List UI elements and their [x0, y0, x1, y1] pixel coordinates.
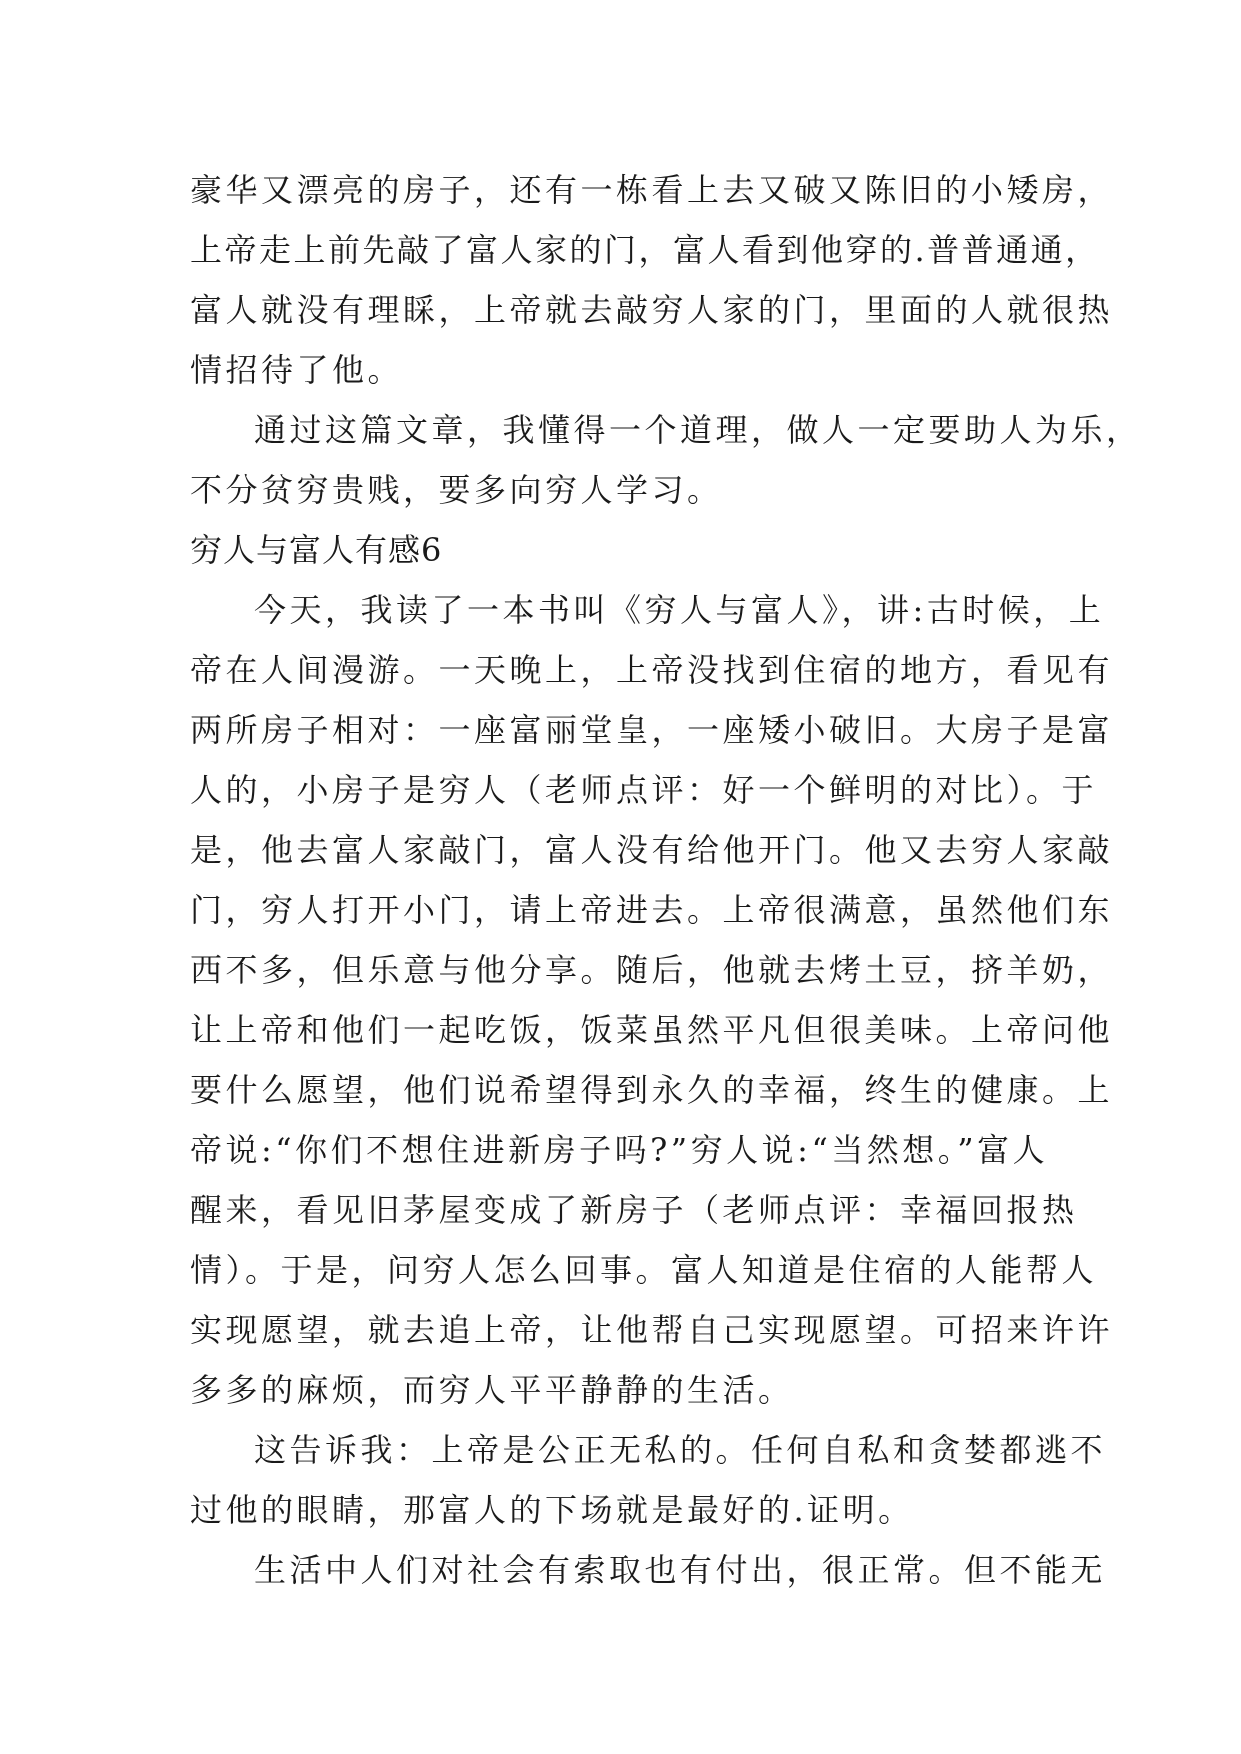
- text-line: 实现愿望，就去追上帝，让他帮自己实现愿望。可招来许许: [190, 1311, 1114, 1349]
- text-line: 过他的眼睛，那富人的下场就是最好的.证明。: [190, 1491, 914, 1529]
- paragraph-intro: [190, 160, 1114, 400]
- text-line: 帝在人间漫游。一天晚上，上帝没找到住宿的地方，看见有: [190, 651, 1114, 689]
- text-line: 是，他去富人家敲门，富人没有给他开门。他又去穷人家敲: [190, 831, 1114, 869]
- text-line: 帝说:“你们不想住进新房子吗?”穷人说:“当然想。”富人: [190, 1131, 1049, 1169]
- text-line: 让上帝和他们一起吃饭，饭菜虽然平凡但很美味。上帝问他: [190, 1011, 1114, 1049]
- text-line: 不分贫穷贵贱，要多向穷人学习。: [190, 471, 723, 509]
- document-page: [190, 160, 1142, 1600]
- text-line: 今天，我读了一本书叫《穷人与富人》，讲:古时候，上: [254, 591, 1105, 629]
- text-line: 这告诉我：上帝是公正无私的。任何自私和贪婪都逃不: [254, 1431, 1107, 1469]
- paragraph-lesson: [190, 400, 1142, 520]
- section-heading: 穷人与富人有感6: [190, 531, 443, 569]
- text-line: 豪华又漂亮的房子，还有一栋看上去又破又陈旧的小矮房，: [190, 171, 1114, 209]
- paragraph-moral: [190, 1420, 1107, 1540]
- text-line: 生活中人们对社会有索取也有付出，很正常。但不能无: [254, 1551, 1107, 1589]
- text-line: 人的，小房子是穷人（老师点评：好一个鲜明的对比）。于: [190, 771, 1098, 809]
- text-line: 通过这篇文章，我懂得一个道理，做人一定要助人为乐，: [254, 411, 1142, 449]
- text-line: 醒来，看见旧茅屋变成了新房子（老师点评：幸福回报热: [190, 1191, 1078, 1229]
- text-line: 上帝走上前先敲了富人家的门，富人看到他穿的.普普通通，: [190, 231, 1100, 269]
- text-line: 富人就没有理睬，上帝就去敲穷人家的门，里面的人就很热: [190, 291, 1114, 329]
- text-line: 两所房子相对：一座富丽堂皇，一座矮小破旧。大房子是富: [190, 711, 1114, 749]
- text-line: 多多的麻烦，而穷人平平静静的生活。: [190, 1371, 794, 1409]
- text-line: 情）。于是，问穷人怎么回事。富人知道是住宿的人能帮人: [190, 1251, 1098, 1289]
- text-line: 情招待了他。: [190, 351, 404, 389]
- paragraph-story: [190, 580, 1114, 1420]
- text-line: 西不多，但乐意与他分享。随后，他就去烤土豆，挤羊奶，: [190, 951, 1114, 989]
- text-line: 要什么愿望，他们说希望得到永久的幸福，终生的健康。上: [190, 1071, 1114, 1109]
- paragraph-society: [190, 1540, 1107, 1600]
- text-line: 门，穷人打开小门，请上帝进去。上帝很满意，虽然他们东: [190, 891, 1114, 929]
